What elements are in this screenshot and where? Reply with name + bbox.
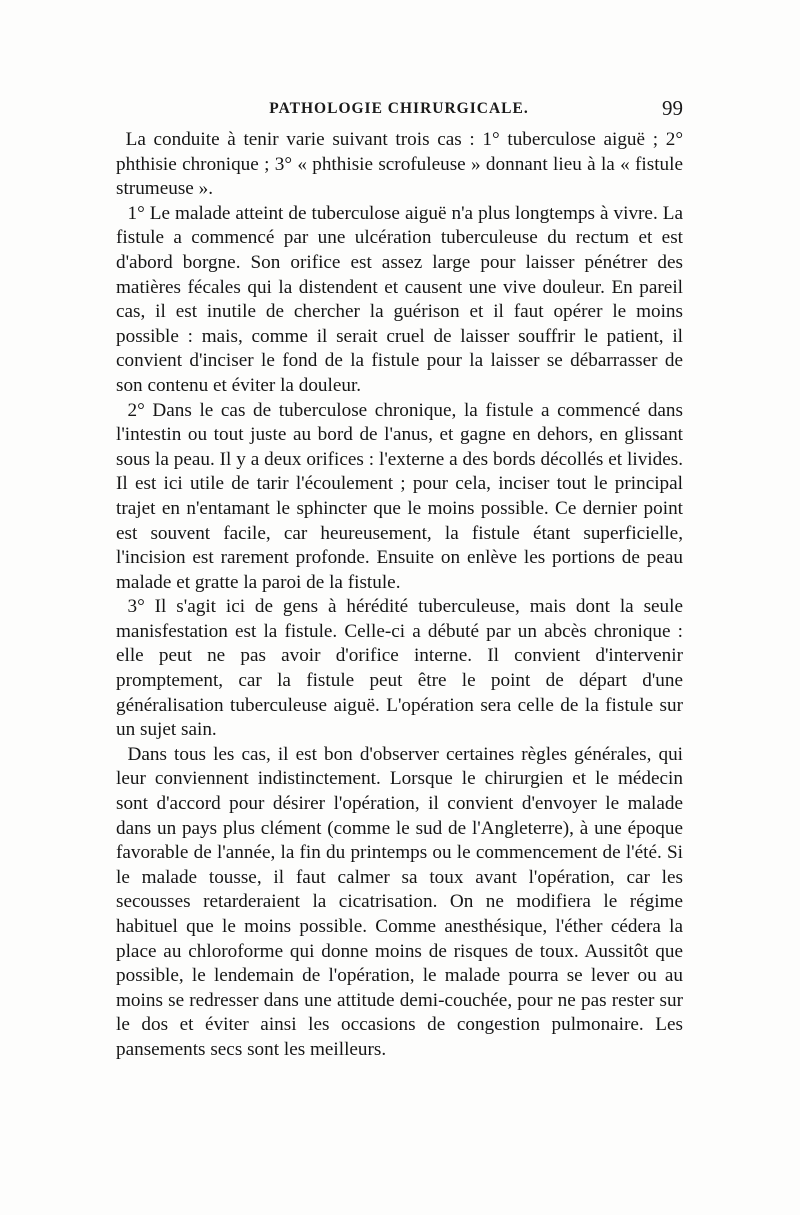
page-number: 99: [662, 96, 683, 120]
paragraph-hereditary-tuberculosis: 3° Il s'agit ici de gens à hérédité tuberculeuse, mais dont la seule manisfestation est la fistule. Celle-ci a débuté par un abcès chronique : elle peut ne pas avoir d'orifice interne. Il convient d'intervenir promptement, car la fistule peut être le point de départ d'une généralisation tuberculeuse aiguë. L'opération sera celle de la fistule sur un sujet sain.: [116, 596, 683, 741]
running-title: PATHOLOGIE CHIRURGICALE.: [269, 100, 529, 117]
page-header: [117, 96, 683, 124]
paragraph-general-rules: Dans tous les cas, il est bon d'observer certaines règles générales, qui leur conviennent indistinctement. Lorsque le chirurgien et le médecin sont d'accord pour désirer l'opération, il convient d'envoyer le malade dans un pays plus clément (comme le sud de l'Angleterre), à une époque favorable de l'année, la fin du printemps ou le commencement de l'été. Si le malade tousse, il faut calmer sa toux avant l'opération, car les secousses retarderaient la cicatrisation. On ne modifiera le régime habituel que le moins possible. Comme anesthésique, l'éther cédera la place au chloroforme qui donne moins de risques de toux. Aussitôt que possible, le lendemain de l'opération, le malade pourra se lever ou au moins se redresser dans une attitude demi-couchée, pour ne pas rester sur le dos et éviter ainsi les occasions de congestion pulmonaire. Les pansements secs sont les meilleurs.: [116, 743, 683, 1060]
paragraph-chronic-tuberculosis: 2° Dans le cas de tuberculose chronique, la fistule a commencé dans l'intestin ou tout juste au bord de l'anus, et gagne en dehors, en glissant sous la peau. Il y a deux orifices : l'externe a des bords décollés et livides. Il est ici utile de tarir l'écoulement ; pour cela, inciser tout le principal trajet en n'entamant le sphincter que le moins possible. Ce dernier point est souvent facile, car heureusement, la fistule étant superficielle, l'incision est rarement profonde. Ensuite on enlève les portions de peau malade et gratte la paroi de la fistule.: [116, 399, 683, 593]
body-text: [116, 128, 683, 1063]
paragraph-intro: La conduite à tenir varie suivant trois cas : 1° tuberculose aiguë ; 2° phthisie chronique ; 3° « phthisie scrofuleuse » donnant lieu à la « fistule strumeuse ».: [116, 129, 683, 200]
paragraph-acute-tuberculosis: 1° Le malade atteint de tuberculose aiguë n'a plus longtemps à vivre. La fistule a commencé par une ulcération tuberculeuse du rectum et est d'abord borgne. Son orifice est assez large pour laisser pénétrer des matières fécales qui la distendent et causent une vive douleur. En pareil cas, il est inutile de chercher la guérison et il faut opérer le moins possible : mais, comme il serait cruel de laisser souffrir le patient, il convient d'inciser le fond de la fistule pour la laisser se débarrasser de son contenu et éviter la douleur.: [116, 202, 683, 396]
